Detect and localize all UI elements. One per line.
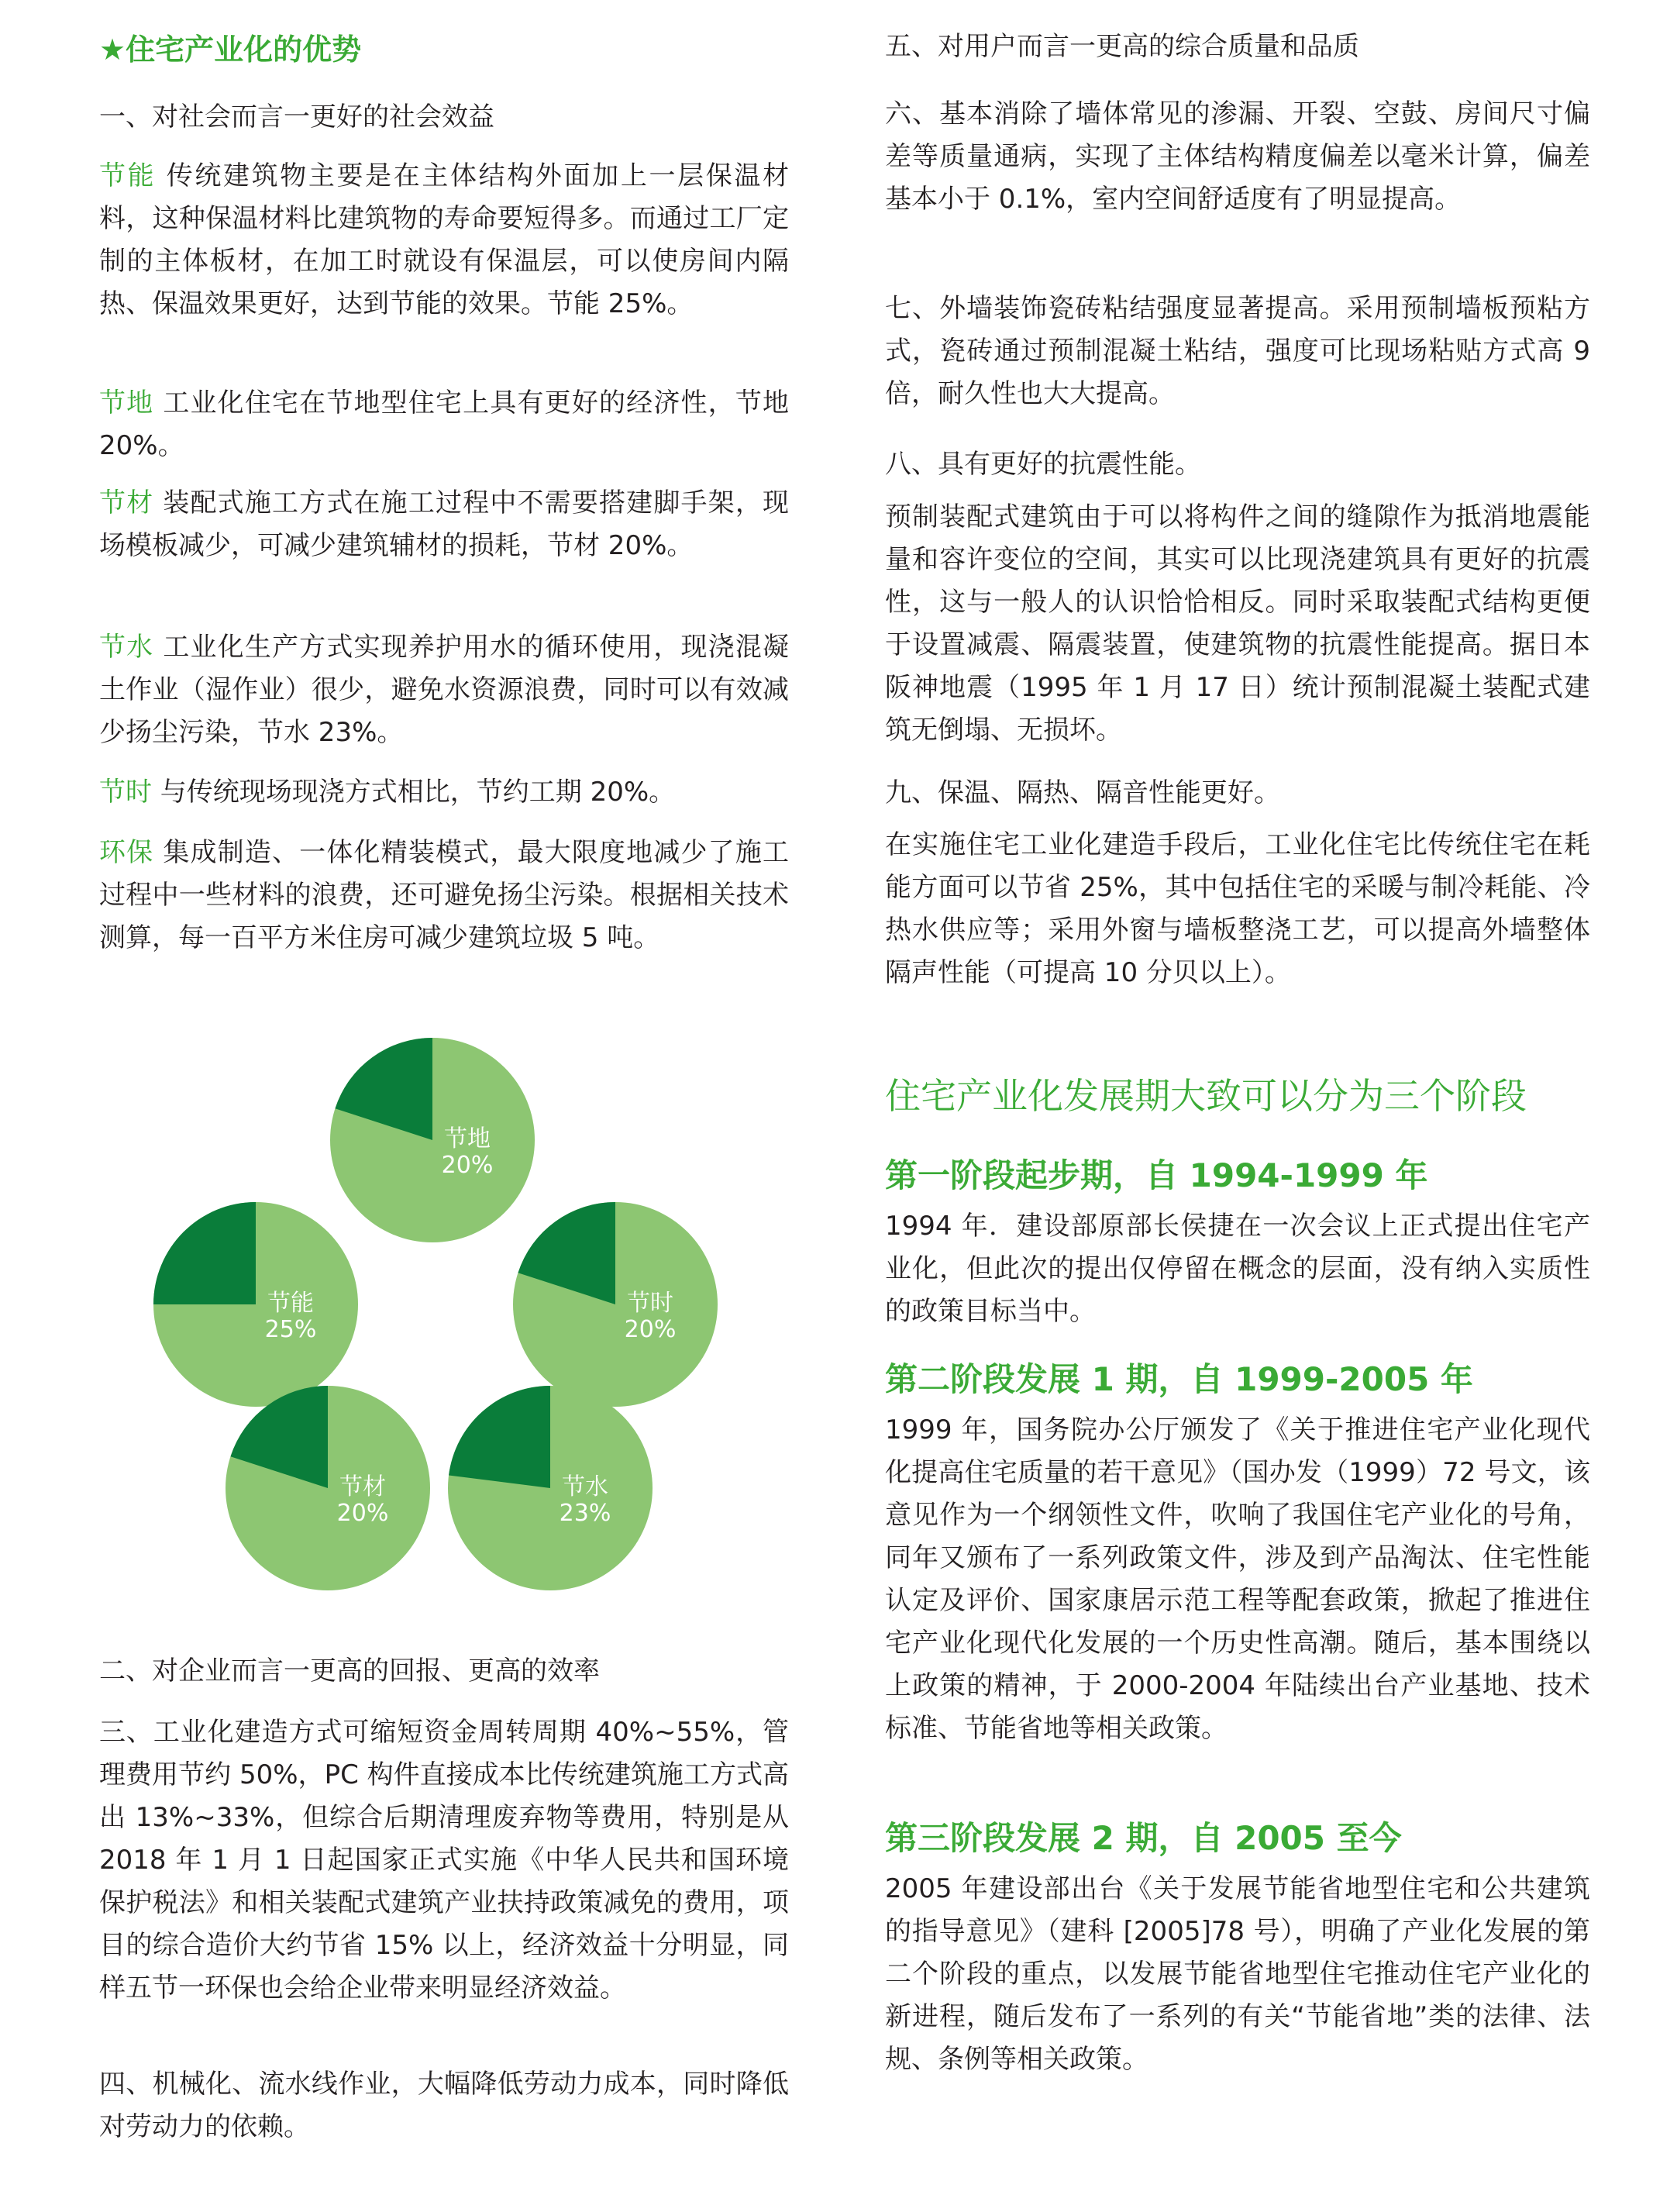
pie-slice — [449, 1386, 550, 1488]
stage-1-title: 第一阶段起步期，自 1994-1999 年 — [885, 1156, 1428, 1194]
keyword: 节时 — [99, 777, 152, 808]
keyword: 环保 — [99, 837, 154, 868]
stage-3-title: 第三阶段发展 2 期，自 2005 至今 — [885, 1819, 1402, 1857]
keyword: 节能 — [99, 160, 157, 191]
pie-5 — [448, 1386, 653, 1590]
para-5: 五、对用户而言一更高的综合质量和品质 — [885, 31, 1359, 62]
para-4: 四、机械化、流水线作业，大幅降低劳动力成本，同时降低对劳动力的依赖。 — [99, 2069, 789, 2142]
stages-title: 住宅产业化发展期大致可以分为三个阶段 — [885, 1075, 1527, 1117]
pie-2 — [153, 1202, 358, 1407]
section-title-advantages: ★住宅产业化的优势 — [99, 33, 362, 67]
pie-value: 20% — [336, 1500, 389, 1527]
stage-3-text: 2005 年建设部出台《关于发展节能省地型住宅和公共建筑的指导意见》（建科 [2005]78 号），明确了产业化发展的第二个阶段的重点，以发展节能省地型住宅推动住宅产业化的新进程，随后发布了一系列的有关“节能省地”类的法律、法规、条例等相关政策。 — [885, 1873, 1590, 2075]
keyword: 节材 — [99, 488, 154, 519]
pie-label: 节能 — [267, 1290, 314, 1317]
heading-enterprise: 二、对企业而言一更高的回报、更高的效率 — [99, 1656, 600, 1687]
para-8: 预制装配式建筑由于可以将构件之间的缝隙作为抵消地震能量和容许变位的空间，其实可以比现浇建筑具有更好的抗震性，这与一般人的认识恰恰相反。同时采取装配式结构更便于设置减震、隔震装置，使建筑物的抗震性能提高。据日本阪神地震（1995 年 1 月 17 日）统计预制混凝土装配式建筑无倒塌、无损坏。 — [885, 501, 1590, 746]
pie-value: 23% — [559, 1500, 611, 1527]
pie-label: 节时 — [627, 1290, 673, 1317]
item-text: 传统建筑物主要是在主体结构外面加上一层保温材料，这种保温材料比建筑物的寿命要短得多。而通过工厂定制的主体板材，在加工时就设有保温层，可以使房间内隔热、保温效果更好，达到节能的效果。节能 25%。 — [99, 160, 789, 319]
pie-value: 20% — [624, 1316, 677, 1343]
item-text: 工业化住宅在节地型住宅上具有更好的经济性，节地 20%。 — [99, 388, 790, 461]
para-3: 三、工业化建造方式可缩短资金周转周期 40%~55%，管理费用节约 50%，PC 构件直接成本比传统建筑施工方式高出 13%~33%，但综合后期清理废弃物等费用，特别是从 2018 年 1 月 1 日起国家正式实施《中华人民共和国环境保护税法》和相关装配式建筑产业扶持政策减免的费用，项目的综合造价大约节省 15% 以上，经济效益十分明显，同样五节一环保也会给企业带来明显经济效益。 — [99, 1717, 789, 2004]
item-text: 集成制造、一体化精装模式，最大限度地减少了施工过程中一些材料的浪费，还可避免扬尘污染。根据相关技术测算，每一百平方米住房可减少建筑垃圾 5 吨。 — [99, 837, 790, 953]
pie-charts — [0, 0, 885, 1666]
heading-8: 八、具有更好的抗震性能。 — [885, 449, 1201, 480]
item-text: 与传统现场现浇方式相比，节约工期 20%。 — [152, 777, 676, 808]
item-text: 装配式施工方式在施工过程中不需要搭建脚手架，现场模板减少，可减少建筑辅材的损耗，节材 20%。 — [99, 488, 790, 561]
para-7: 七、外墙装饰瓷砖粘结强度显著提高。采用预制墙板预粘方式，瓷砖通过预制混凝土粘结，强度可比现场粘贴方式高 9 倍，耐久性也大大提高。 — [885, 293, 1590, 409]
pie-4 — [226, 1386, 430, 1590]
pie-1 — [330, 1038, 535, 1242]
keyword: 节水 — [99, 632, 154, 663]
stage-2-text: 1999 年，国务院办公厅颁发了《关于推进住宅产业化现代化提高住宅质量的若干意见》（国办发（1999）72 号文，该意见作为一个纲领性文件，吹响了我国住宅产业化的号角，同年又颁布了一系列政策文件，涉及到产品淘汰、住宅性能认定及评价、国家康居示范工程等配套政策，掀起了推进住宅产业化现代化发展的一个历史性高潮。随后，基本围绕以上政策的精神，于 2000-2004 年陆续出台产业基地、技术标准、节能省地等相关政策。 — [885, 1414, 1590, 1744]
item-text: 工业化生产方式实现养护用水的循环使用，现浇混凝土作业（湿作业）很少，避免水资源浪费，同时可以有效减少扬尘污染，节水 23%。 — [99, 632, 790, 748]
pie-slice — [153, 1202, 256, 1304]
pie-value: 25% — [264, 1316, 317, 1343]
stage-1-text: 1994 年．建设部原部长侯捷在一次会议上正式提出住宅产业化，但此次的提出仅停留在概念的层面，没有纳入实质性的政策目标当中。 — [885, 1211, 1590, 1327]
heading-9: 九、保温、隔热、隔音性能更好。 — [885, 777, 1280, 808]
pie-3 — [513, 1202, 718, 1407]
pie-label: 节水 — [562, 1473, 608, 1501]
stage-2-title: 第二阶段发展 1 期，自 1999-2005 年 — [885, 1360, 1473, 1398]
pie-label: 节地 — [444, 1125, 491, 1153]
para-6: 六、基本消除了墙体常见的渗漏、开裂、空鼓、房间尺寸偏差等质量通病，实现了主体结构精度偏差以毫米计算，偏差基本小于 0.1%，室内空间舒适度有了明显提高。 — [885, 98, 1590, 215]
para-9: 在实施住宅工业化建造手段后，工业化住宅比传统住宅在耗能方面可以节省 25%，其中包括住宅的采暖与制冷耗能、冷热水供应等；采用外窗与墙板整浇工艺，可以提高外墙整体隔声性能（可提高 10 分贝以上）。 — [885, 829, 1590, 988]
keyword: 节地 — [99, 388, 154, 419]
pie-value: 20% — [441, 1152, 494, 1179]
pie-label: 节材 — [339, 1473, 386, 1501]
heading-social: 一、对社会而言一更好的社会效益 — [99, 102, 494, 133]
